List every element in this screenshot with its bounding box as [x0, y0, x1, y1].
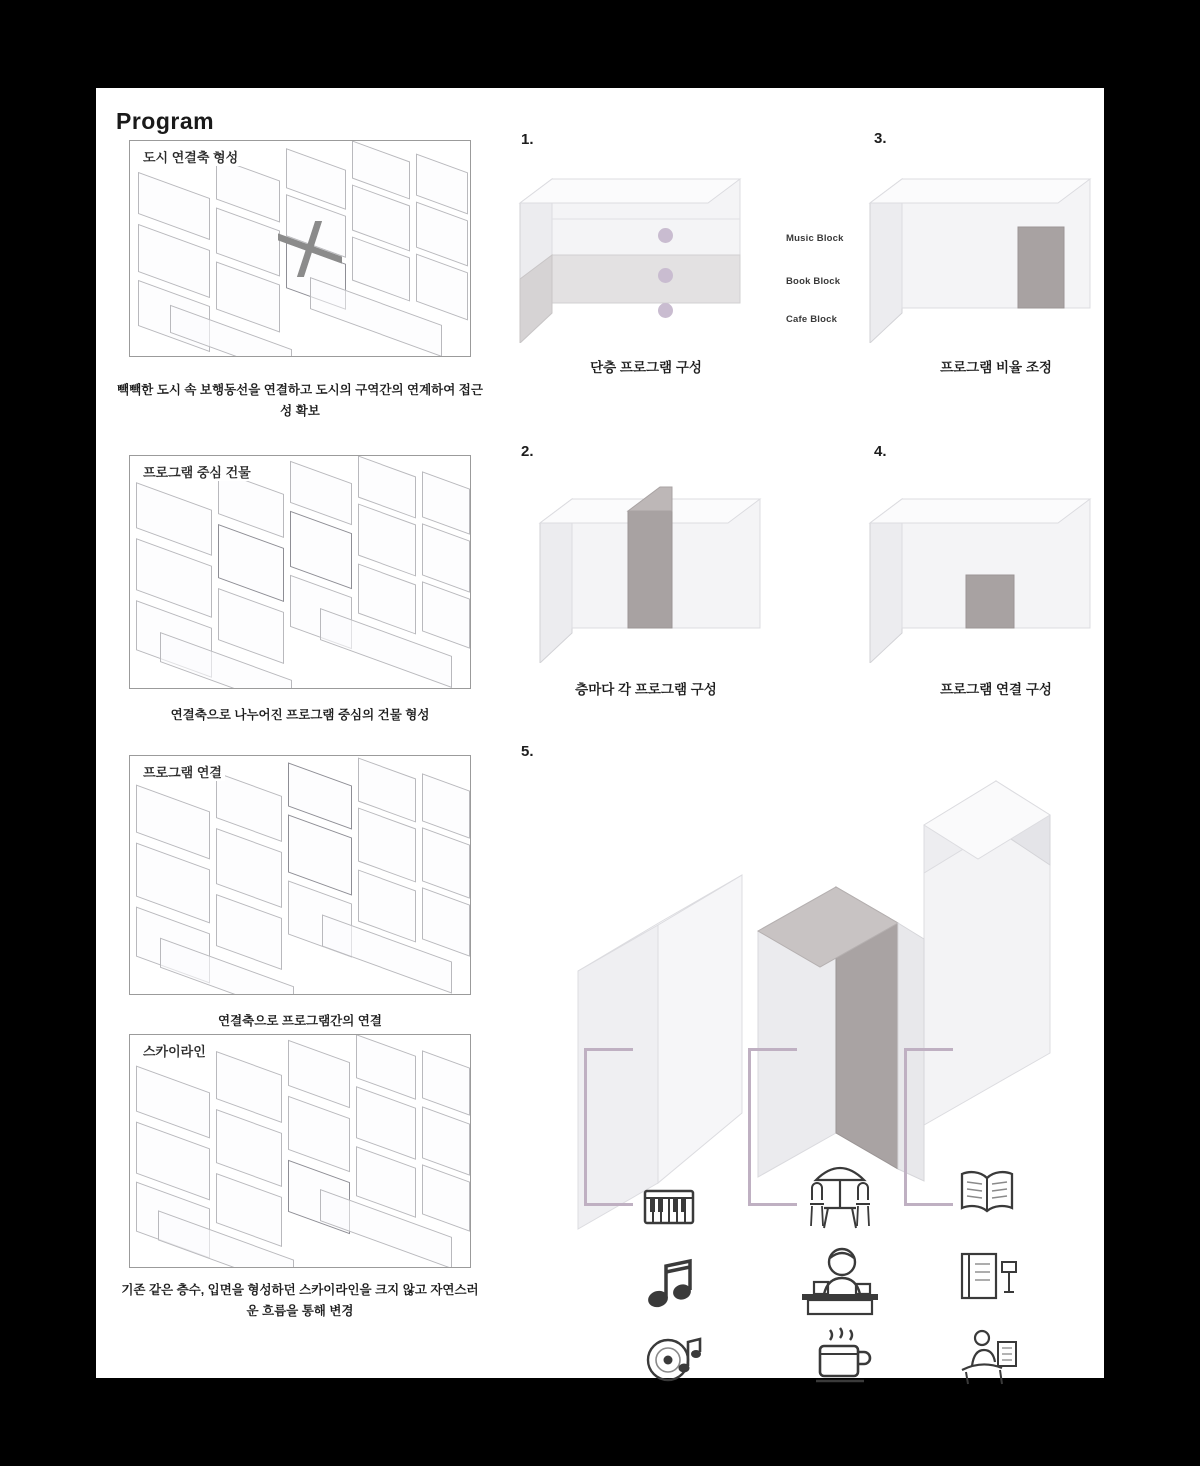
- panel-urban-axis: [129, 140, 471, 357]
- panel-caption: 연결축으로 프로그램간의 연결: [218, 1014, 382, 1028]
- city-sketch-1: [130, 141, 470, 356]
- city-sketch-4: [130, 1035, 470, 1267]
- parasol-table-icon: [808, 1156, 872, 1237]
- reading-person-icon: [958, 1326, 1022, 1391]
- city-sketch-3: [130, 756, 470, 994]
- open-book-icon: [958, 1166, 1016, 1221]
- panel-label: 도시 연결축 형성: [140, 147, 241, 166]
- poster-page: [96, 88, 1104, 1378]
- page-title: Program: [116, 108, 215, 134]
- panel-label: 프로그램 연결: [140, 762, 225, 781]
- step-caption-1: 단층 프로그램 구성: [590, 360, 702, 375]
- barista-counter-icon: [796, 1246, 884, 1321]
- program-dot: [658, 228, 673, 243]
- panel-caption: 연결축으로 나누어진 프로그램 중심의 건물 형성: [170, 708, 430, 722]
- bracket-center: [748, 1048, 797, 1206]
- massing-step-3: [866, 143, 1096, 343]
- legend-cafe-block: Cafe Block: [786, 314, 838, 325]
- step-number-5: 5.: [521, 743, 534, 760]
- program-dot: [658, 303, 673, 318]
- piano-keyboard-icon: [642, 1183, 696, 1236]
- step-number-2: 2.: [521, 443, 534, 460]
- massing-step-1: [516, 143, 746, 343]
- legend-music-block: Music Block: [786, 233, 844, 244]
- step-number-3: 3.: [874, 130, 887, 147]
- massing-step-4: [866, 463, 1096, 663]
- coffee-cup-icon: [814, 1324, 872, 1391]
- step-caption-2: 층마다 각 프로그램 구성: [575, 682, 717, 697]
- step-caption-4: 프로그램 연결 구성: [940, 682, 1052, 697]
- step-number-1: 1.: [521, 131, 534, 148]
- panel-program-link: [129, 755, 471, 995]
- book-stack-icon: [958, 1248, 1022, 1309]
- legend-book-block: Book Block: [786, 276, 841, 287]
- bracket-right: [904, 1048, 953, 1206]
- step-number-4: 4.: [874, 443, 887, 460]
- bracket-left: [584, 1048, 633, 1206]
- panel-program-core: [129, 455, 471, 689]
- turntable-record-icon: [642, 1330, 704, 1391]
- panel-skyline: [129, 1034, 471, 1268]
- panel-caption: 기존 같은 층수, 입면을 형성하던 스카이라인을 크지 않고 자연스러운 흐름을 통해 변경: [121, 1283, 479, 1318]
- program-dot: [658, 268, 673, 283]
- panel-label: 프로그램 중심 건물: [140, 462, 254, 481]
- massing-step-2: [536, 463, 766, 663]
- panel-caption: 빽빽한 도시 속 보행동선을 연결하고 도시의 구역간의 연계하여 접근성 확보: [117, 383, 483, 418]
- step-caption-3: 프로그램 비율 조정: [940, 360, 1052, 375]
- music-note-icon: [644, 1256, 700, 1317]
- city-sketch-2: [130, 456, 470, 688]
- panel-label: 스카이라인: [140, 1041, 209, 1060]
